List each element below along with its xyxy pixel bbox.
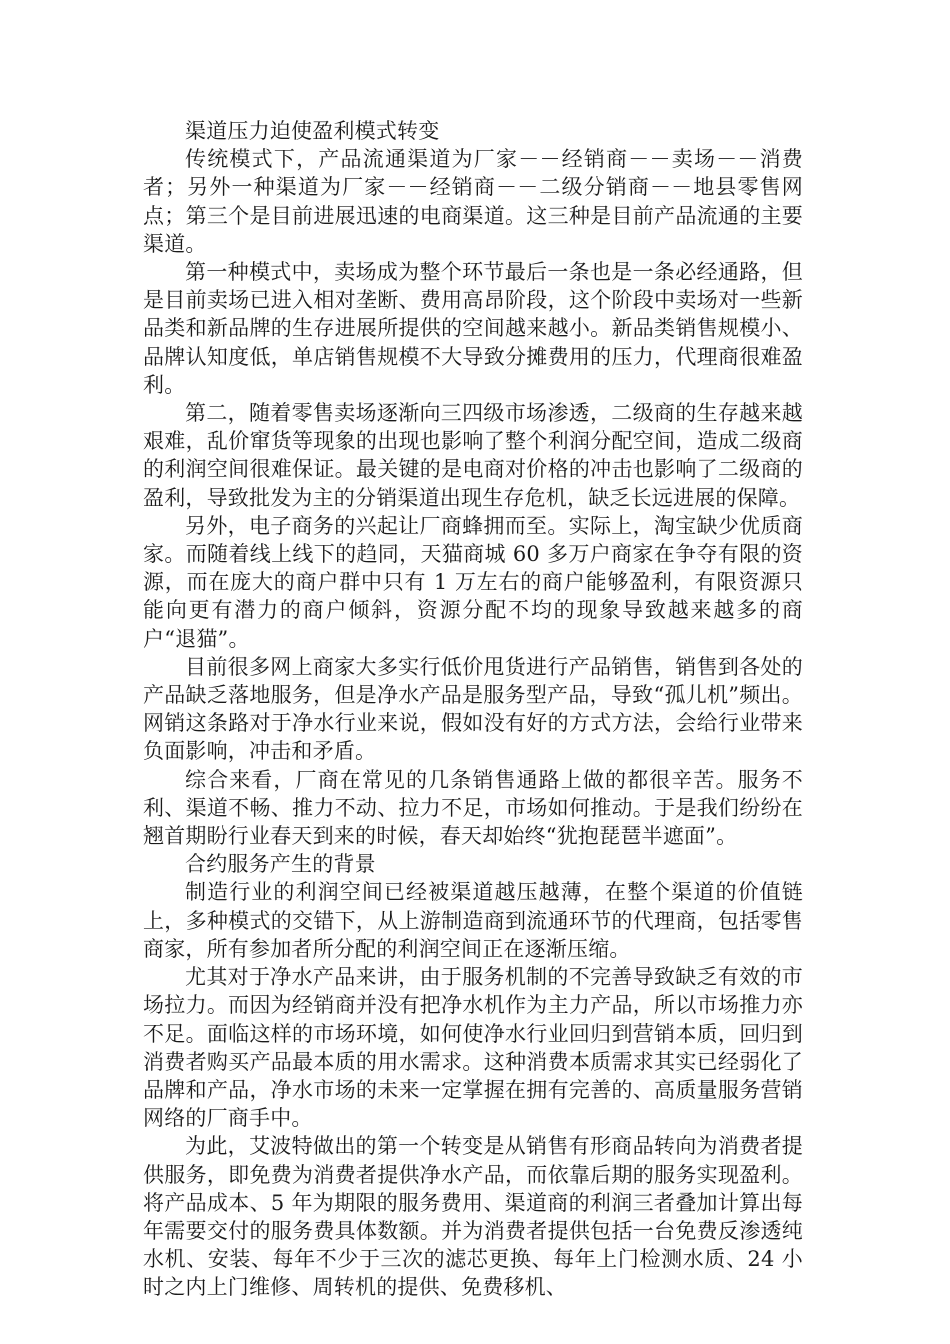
section-heading-contract-service: 合约服务产生的背景: [185, 852, 376, 877]
paragraph-profit-margin: 制造行业的利润空间已经被渠道越压越薄，在整个渠道的价值链上，多种模式的交错下，从上游制造商到流通环节的代理商，包括零售商家，所有参加者所分配的利润空间正在逐渐压缩。: [143, 880, 803, 961]
paragraph-traditional-model: 传统模式下，产品流通渠道为厂家－－经销商－－卖场－－消费者；另外一种渠道为厂家－－经销商－－二级分销商－－地县零售网点；第三个是目前进展迅速的电商渠道。这三种是目前产品流通的主要渠道。: [143, 147, 803, 256]
paragraph-summary: 综合来看，厂商在常见的几条销售通路上做的都很辛苦。服务不利、渠道不畅、推力不动、拉力不足，市场如何推动。于是我们纷纷在翘首期盼行业春天到来的时候，春天却始终“犹抱琵琶半遮面”。: [143, 767, 803, 849]
section-heading-channel-pressure: 渠道压力迫使盈利模式转变: [185, 119, 440, 143]
paragraph-water-products: 尤其对于净水产品来讲，由于服务机制的不完善导致缺乏有效的市场拉力。而因为经销商并没有把净水机作为主力产品，所以市场推力亦不足。面临这样的市场环境，如何使净水行业回归到营销本质，回归到消费者购买产品最本质的用水需求。这种消费本质需求其实已经弱化了品牌和产品，净水市场的未来一定掌握在拥有完善的、高质量服务营销网络的厂商手中。: [143, 965, 803, 1131]
paragraph-online-sellers: 目前很多网上商家大多实行低价甩货进行产品销售，销售到各处的产品缺乏落地服务，但是净水产品是服务型产品，导致“孤儿机”频出。网销这条路对于净水行业来说，假如没有好的方式方法，会给行业带来负面影响，冲击和矛盾。: [143, 654, 803, 764]
paragraph-second-model: 第二，随着零售卖场逐渐向三四级市场渗透，二级商的生存越来越艰难，乱价窜货等现象的出现也影响了整个利润分配空间，造成二级商的利润空间很难保证。最关键的是电商对价格的冲击也影响了二级商的盈利，导致批发为主的分销渠道出现生存危机，缺乏长远进展的保障。: [143, 401, 803, 510]
document-body: [143, 117, 803, 1302]
paragraph-ecommerce: 另外，电子商务的兴起让厂商蜂拥而至。实际上，淘宝缺少优质商家。而随着线上线下的趋同，天猫商城 60 多万户商家在争夺有限的资源，而在庞大的商户群中只有 1 万左右的商户能够盈利，有限资源只能向更有潜力的商户倾斜，资源分配不均的现象导致越来越多的商户“退猫”。: [143, 513, 803, 651]
paragraph-first-model: 第一种模式中，卖场成为整个环节最后一条也是一条必经通路，但是目前卖场已进入相对垄断、费用高昂阶段，这个阶段中卖场对一些新品类和新品牌的生存进展所提供的空间越来越小。新品类销售规模小、品牌认知度低，单店销售规模不大导致分摊费用的压力，代理商很难盈利。: [143, 260, 803, 397]
paragraph-service-shift: 为此，艾波特做出的第一个转变是从销售有形商品转向为消费者提供服务，即免费为消费者提供净水产品，而依靠后期的服务实现盈利。将产品成本、5 年为期限的服务费用、渠道商的利润三者叠加计算出每年需要交付的服务费具体数额。并为消费者提供包括一台免费反渗透纯水机、安装、每年不少于三次的滤芯更换、每年上门检测水质、24 小时之内上门维修、周转机的提供、免费移机、: [143, 1134, 803, 1300]
